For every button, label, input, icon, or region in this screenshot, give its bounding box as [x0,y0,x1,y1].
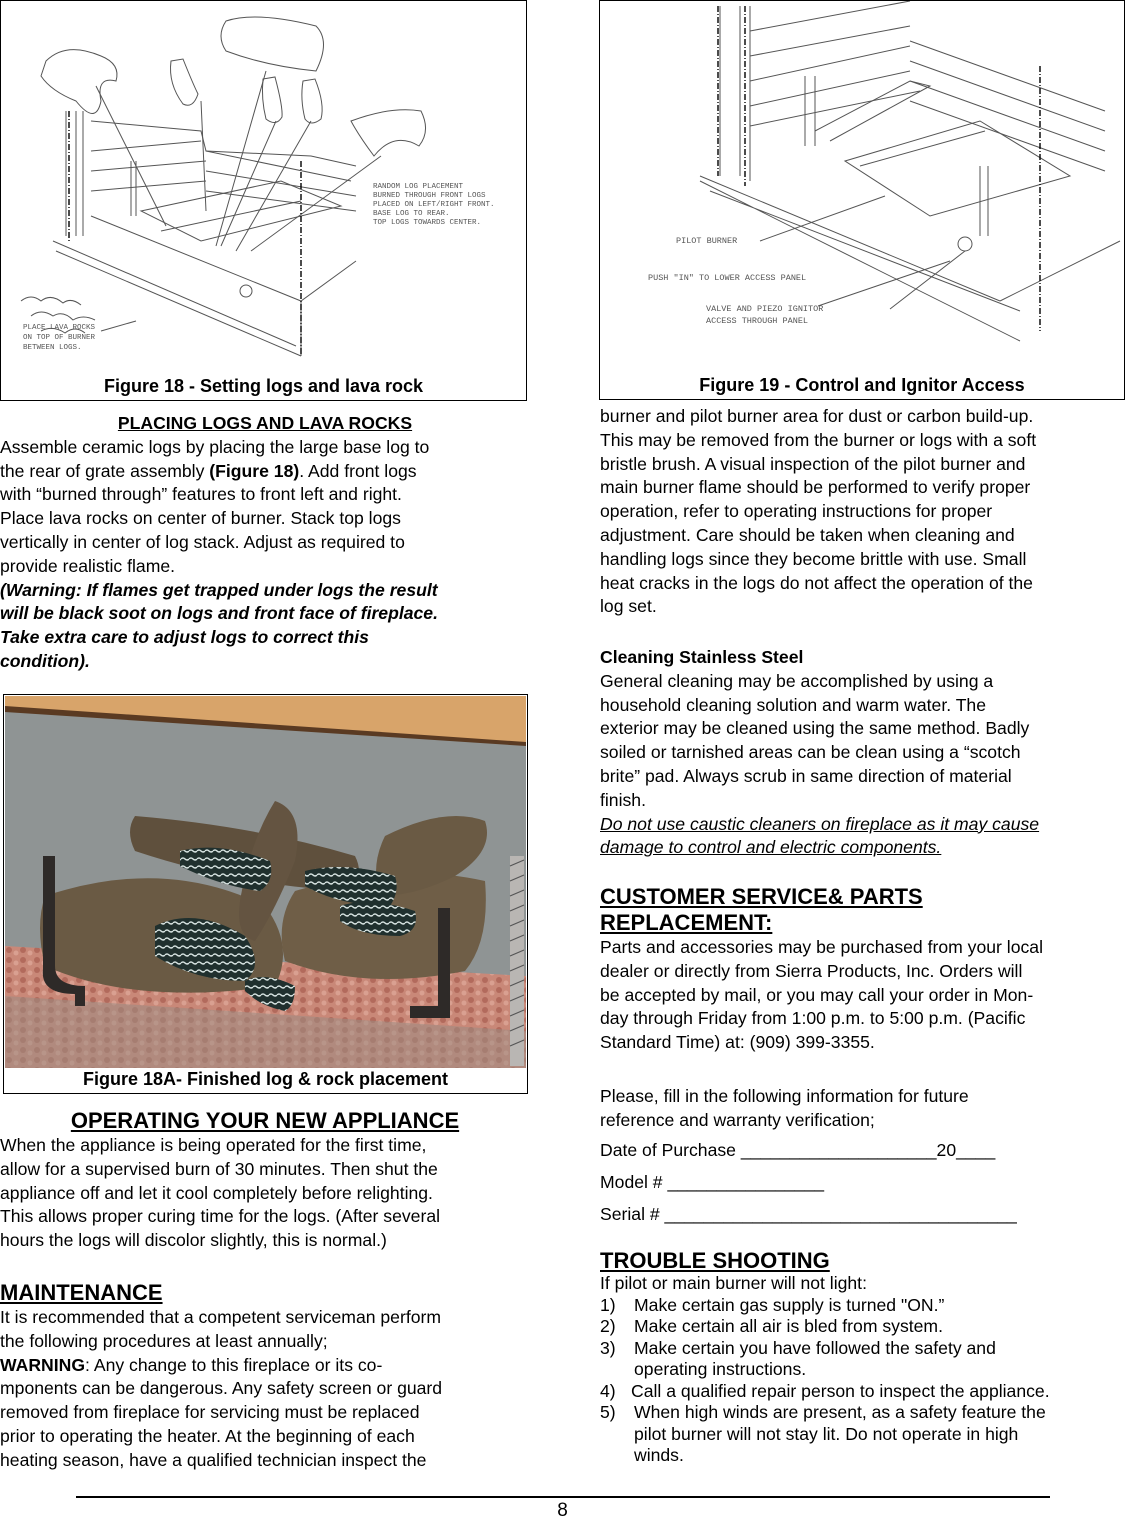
trouble-num-5: 5) [600,1402,616,1422]
maintenance-warning-label: WARNING [0,1354,86,1375]
fig18-callout-random-3: PLACED ON LEFT/RIGHT FRONT. [373,201,495,209]
stainless-line-1: General cleaning may be accomplished by using a [600,670,994,691]
figure-18-drawing [1,1,526,361]
figure-19-drawing [600,1,1124,361]
placing-line-4: Place lava rocks on center of burner. Stack top logs [0,508,401,529]
serial-number-field[interactable]: Serial # ____________________________________ [600,1204,1017,1224]
heading-maintenance: MAINTENANCE [0,1280,163,1305]
placing-warning-4: condition). [0,650,90,671]
fig18-callout-random-2: BURNED THROUGH FRONT LOGS [373,192,486,200]
stainless-line-3: exterior may be cleaned using the same method. Badly [600,718,1030,739]
cont-line-2: This may be removed from the burner or logs with a soft [600,429,1037,450]
maintenance-line-5: removed from fireplace for servicing must be replaced [0,1402,420,1423]
date-of-purchase-field[interactable]: Date of Purchase ____________________20____ [600,1140,996,1160]
stainless-caution-2: damage to control and electric components. [600,837,942,858]
trouble-item-1: 1) Make certain gas supply is turned "ON.” [600,1294,945,1315]
section-customer-service [600,884,1125,1055]
trouble-num-4: 4) [600,1380,616,1401]
trouble-num-3: 3) [600,1337,616,1358]
stainless-line-4: soiled or tarnished areas can be clean using a “scotch [600,742,1021,763]
heading-customer-service-1: CUSTOMER SERVICE& PARTS [600,884,923,909]
fig19-callout-valve-2: ACCESS THROUGH PANEL [706,316,809,326]
fig18-callout-random-1: RANDOM LOG PLACEMENT [373,183,464,191]
cont-line-8: heat cracks in the logs do not affect the operation of the [600,572,1033,593]
customer-line-4: day through Friday from 1:00 p.m. to 5:00 p.m. (Pacific [600,1008,1026,1029]
operating-line-2: allow for a supervised burn of 30 minutes. Then shut the [0,1158,438,1179]
placing-line-2: the rear of grate assembly (Figure 18). Add front logs [0,460,417,481]
figure-18a-photo [5,696,526,1068]
trouble-item-2: 2) Make certain all air is bled from system. [600,1316,943,1336]
placing-warning-3: Take extra care to adjust logs to correct this [0,627,369,648]
heading-cleaning-stainless: Cleaning Stainless Steel [600,647,804,667]
fig19-callout-push: PUSH "IN" TO LOWER ACCESS PANEL [648,273,807,283]
figure-18a [3,694,528,1094]
fig18-callout-lava-2: ON TOP OF BURNER [23,334,96,342]
footer-rule [76,1496,1050,1498]
trouble-num-2: 2) [600,1316,616,1336]
maintenance-line-6: prior to operating the heater. At the beginning of each [0,1425,415,1446]
warranty-intro-1: Please, fill in the following information for future [600,1086,969,1106]
page-number: 8 [557,1500,568,1521]
model-number-field[interactable]: Model # ________________ [600,1172,825,1192]
fig18-callout-random-5: TOP LOGS TOWARDS CENTER. [373,219,482,227]
cont-line-7: handling logs since they become brittle with use. Small [600,548,1027,569]
fig19-callout-valve-1: VALVE AND PIEZO IGNITOR [706,304,824,314]
operating-line-5: hours the logs will discolor slightly, this is normal.) [0,1230,387,1251]
section-cleaning-stainless [600,646,1125,860]
customer-line-3: be accepted by mail, or you may call your order in Mon- [600,984,1034,1005]
section-trouble-shooting [600,1249,1125,1467]
figure-18-reference: (Figure 18) [209,460,300,481]
customer-line-5: Standard Time) at: (909) 399-3355. [600,1032,875,1053]
fig18-callout-lava-1: PLACE LAVA ROCKS [23,324,96,332]
maintenance-line-1: It is recommended that a competent serviceman perform [0,1307,442,1327]
cont-line-9: log set. [600,596,657,617]
trouble-item-5: 5) When high winds are present, as a safety feature the pilot burner will not stay lit. Do not operate in high winds. [600,1402,1046,1465]
cont-line-5: operation, refer to operating instructions for proper [600,501,993,522]
stainless-line-2: household cleaning solution and warm water. The [600,694,987,715]
figure-18a-caption: Figure 18A- Finished log & rock placement [82,1069,449,1089]
heading-trouble-shooting: TROUBLE SHOOTING [600,1248,830,1273]
warranty-intro-2: reference and warranty verification; [600,1110,875,1130]
placing-line-3: with “burned through” features to front left and right. [0,484,402,505]
trouble-num-1: 1) [600,1294,616,1315]
section-warranty-info [600,1084,1125,1226]
cont-line-4: main burner flame should be performed to verify proper [600,477,1031,498]
operating-line-3: appliance off and let it cool completely before relighting. [0,1182,433,1203]
figure-19-caption: Figure 19 - Control and Ignitor Access [699,375,1025,395]
heading-placing-logs: PLACING LOGS AND LAVA ROCKS [117,413,413,433]
placing-line-1: Assemble ceramic logs by placing the large base log to [0,436,430,457]
heading-customer-service-2: REPLACEMENT: [600,910,773,935]
stainless-line-5: brite” pad. Always scrub in same direction of material [600,765,1012,786]
figure-18 [0,0,527,401]
section-placing-logs [0,412,530,674]
placing-warning-1: (Warning: If flames get trapped under logs the result [0,579,438,600]
trouble-intro: If pilot or main burner will not light: [600,1273,867,1293]
placing-line-5: vertically in center of log stack. Adjust as required to [0,531,405,552]
customer-line-2: dealer or directly from Sierra Products, Inc. Orders will [600,960,1023,981]
placing-line-6: provide realistic flame. [0,555,176,576]
section-operating [0,1108,530,1253]
section-maintenance-continued [600,405,1125,619]
maintenance-line-2: the following procedures at least annually; [0,1330,328,1351]
cont-line-3: bristle brush. A visual inspection of the pilot burner and [600,453,1026,474]
section-maintenance [0,1280,530,1473]
stainless-line-6: finish. [600,789,646,810]
figure-18-caption: Figure 18 - Setting logs and lava rock [103,376,424,396]
trouble-item-3: 3) Make certain you have followed the safety and operating instructions. [600,1337,996,1379]
cont-line-6: adjustment. Care should be taken when cleaning and [600,524,1015,545]
fig18-callout-random-4: BASE LOG TO REAR. [373,210,450,218]
operating-line-4: This allows proper curing time for the logs. (After several [0,1206,441,1227]
customer-line-1: Parts and accessories may be purchased from your local [600,937,1043,957]
trouble-item-4: 4) Call a qualified repair person to inspect the appliance. [600,1380,1050,1401]
operating-line-1: When the appliance is being operated for the first time, [0,1135,427,1155]
fig19-callout-pilot: PILOT BURNER [676,236,738,246]
placing-warning-2: will be black soot on logs and front face of fireplace. [0,603,438,624]
maintenance-line-3: WARNING: Any change to this fireplace or its co- [0,1354,383,1375]
cont-line-1: burner and pilot burner area for dust or carbon build-up. [600,406,1034,426]
stainless-caution-1: Do not use caustic cleaners on fireplace as it may cause [600,813,1040,834]
figure-19 [599,0,1125,400]
maintenance-line-7: heating season, have a qualified technician inspect the [0,1449,427,1470]
heading-operating: OPERATING YOUR NEW APPLIANCE [70,1108,460,1133]
maintenance-line-4: mponents can be dangerous. Any safety screen or guard [0,1378,443,1399]
fig18-callout-lava-3: BETWEEN LOGS. [23,344,82,352]
